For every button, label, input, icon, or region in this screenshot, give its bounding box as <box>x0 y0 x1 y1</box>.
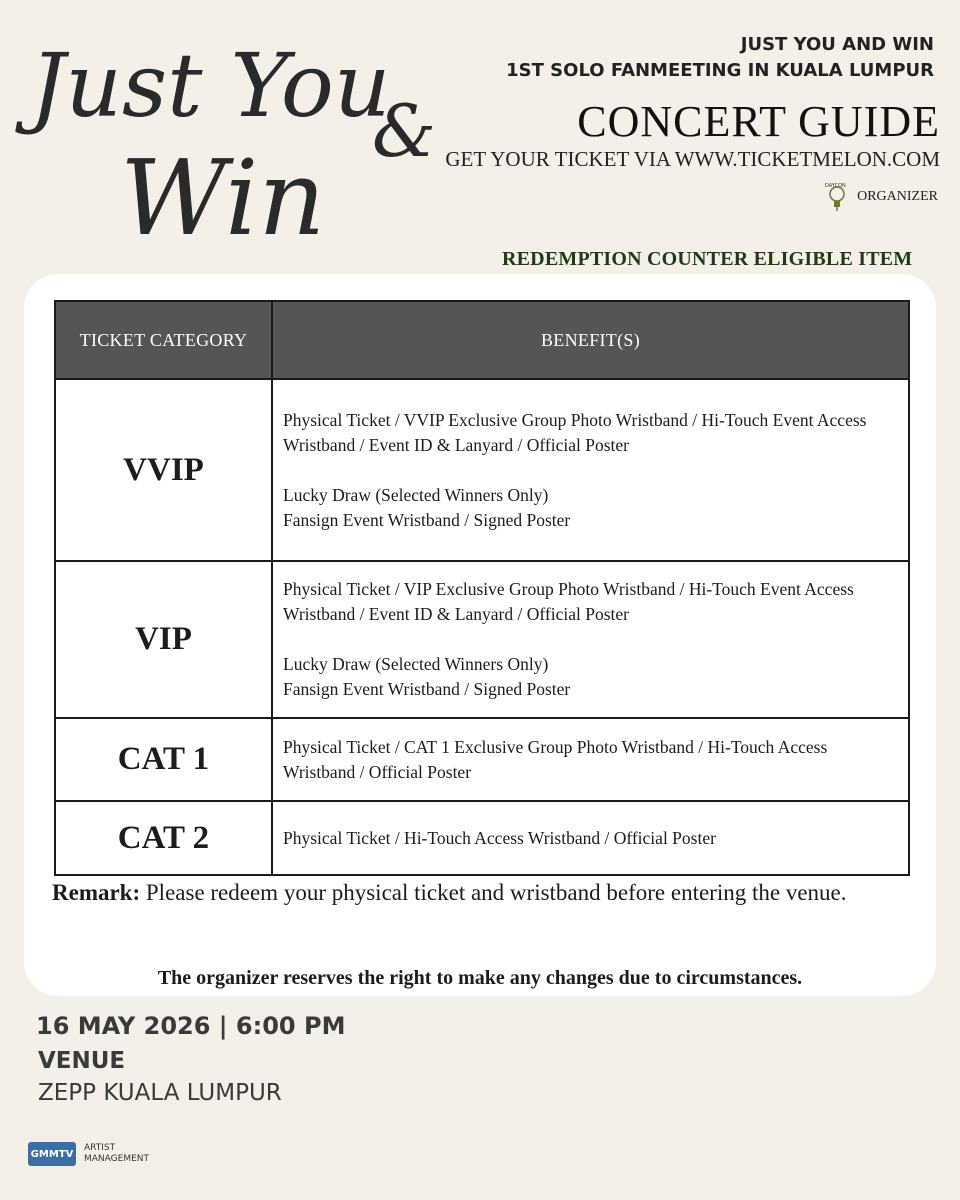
benefit-main: Physical Ticket / CAT 1 Exclusive Group Photo Wristband / Hi-Touch Access Wristband / Official Poster <box>283 736 828 782</box>
organizer <box>823 182 938 212</box>
benefit-lucky-draw <box>283 652 898 702</box>
gmmtv-logo: GMMTV <box>28 1142 76 1166</box>
daycon-lightbulb-icon <box>823 182 851 212</box>
category-cell: CAT 2 <box>55 801 272 875</box>
logo-ampersand: & <box>372 89 437 173</box>
lucky-draw-items: Fansign Event Wristband / Signed Poster <box>283 679 571 699</box>
header-ticket-category: TICKET CATEGORY <box>55 301 272 379</box>
table-row <box>55 801 909 875</box>
benefit-cell <box>272 379 909 561</box>
category-cell: VIP <box>55 561 272 718</box>
benefit-main: Physical Ticket / Hi-Touch Access Wristband / Official Poster <box>283 827 716 848</box>
logo-line2: Win <box>120 137 326 259</box>
lucky-draw-label: Lucky Draw (Selected Winners Only) <box>283 484 549 505</box>
benefit-lucky-draw <box>283 483 898 533</box>
venue-label: VENUE <box>38 1048 126 1074</box>
benefit-cell <box>272 801 909 875</box>
lucky-draw-items: Fansign Event Wristband / Signed Poster <box>283 509 571 530</box>
info-card <box>24 274 936 996</box>
benefit-cell <box>272 561 909 718</box>
mgmt-line2: MANAGEMENT <box>84 1154 149 1164</box>
remark-text: Please redeem your physical ticket and wristband before entering the venue. <box>145 880 847 905</box>
artist-management-text <box>84 1143 149 1165</box>
event-datetime: 16 MAY 2026 | 6:00 PM <box>36 1012 346 1040</box>
table-row <box>55 379 909 561</box>
venue-name: ZEPP KUALA LUMPUR <box>38 1080 282 1106</box>
organizer-label: ORGANIZER <box>857 189 938 204</box>
event-logo <box>28 24 437 274</box>
ticket-link-text: GET YOUR TICKET VIA WWW.TICKETMELON.COM <box>445 147 940 171</box>
remark-label: Remark: <box>52 880 141 905</box>
benefit-main: Physical Ticket / VVIP Exclusive Group Photo Wristband / Hi-Touch Event Access Wristband / Event ID & Lanyard / Official Poster <box>283 409 867 455</box>
table-header-row <box>55 301 909 379</box>
event-title-line1: JUST YOU AND WIN <box>740 34 934 55</box>
artist-management-logo <box>28 1142 149 1166</box>
event-title-line2: 1ST SOLO FANMEETING IN KUALA LUMPUR <box>506 60 934 81</box>
lucky-draw-label: Lucky Draw (Selected Winners Only) <box>283 654 549 674</box>
remark <box>52 880 847 906</box>
disclaimer: The organizer reserves the right to make any changes due to circumstances. <box>157 967 803 989</box>
benefits-table <box>54 300 910 876</box>
benefit-cell <box>272 718 909 801</box>
table-row <box>55 561 909 718</box>
category-cell: CAT 1 <box>55 718 272 801</box>
section-title: REDEMPTION COUNTER ELIGIBLE ITEM <box>502 248 913 270</box>
svg-text:DAYCON: DAYCON <box>825 183 846 189</box>
guide-title: CONCERT GUIDE <box>577 97 940 146</box>
benefit-main: Physical Ticket / VIP Exclusive Group Photo Wristband / Hi-Touch Event Access Wristband / Event ID & Lanyard / Official Poster <box>283 579 854 624</box>
logo-line1: Just You <box>30 34 391 137</box>
table-row <box>55 718 909 801</box>
event-title <box>506 32 934 84</box>
mgmt-line1: ARTIST <box>84 1143 116 1153</box>
category-cell: VVIP <box>55 379 272 561</box>
header-benefits: BENEFIT(S) <box>272 301 909 379</box>
